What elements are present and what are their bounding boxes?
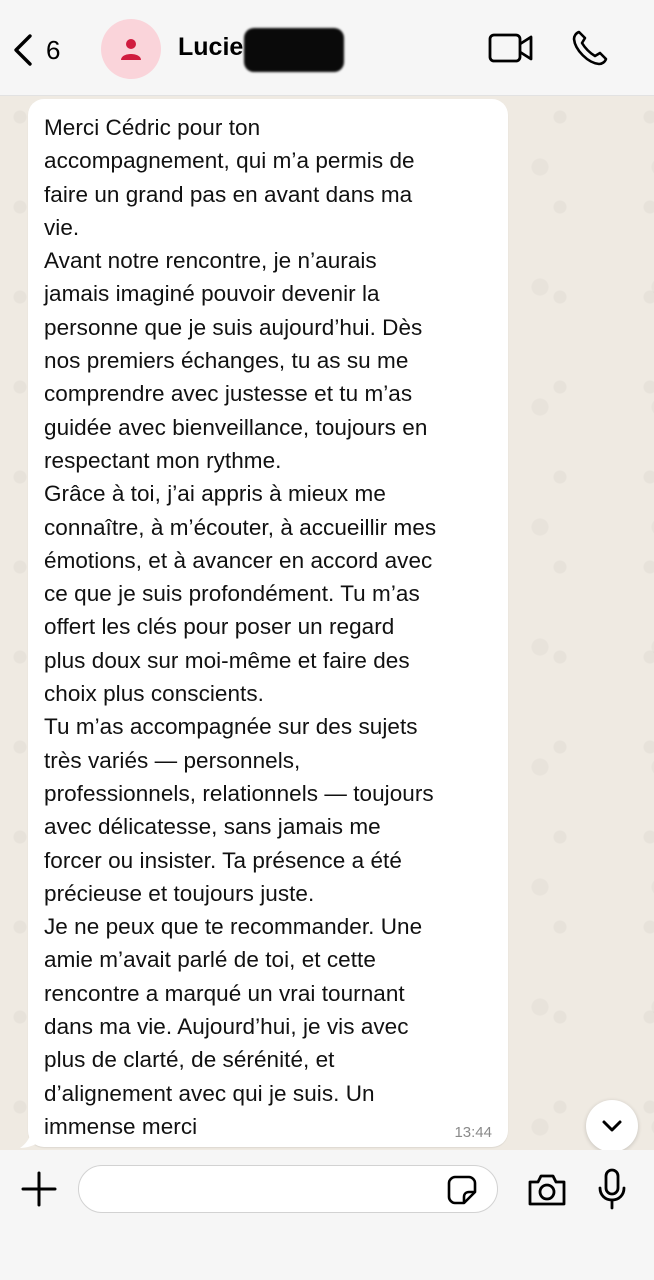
message-text: Merci Cédric pour ton accompagnement, qui m’a permis de faire un grand pas en avant dans ma vie. Avant notre rencontre, je n’aurais jamais imaginé pouvoir devenir la personne que je suis aujourd’hui. Dès nos premiers échanges, tu as su me comprendre avec justesse et tu m’as guidée avec bienveillance, toujours en respectant mon rythme. Grâce à toi, j’ai appris à mieux me connaître, à m’écouter, à accueillir mes émotions, et à avancer en accord avec ce que je suis profondément. Tu m’as offert les clés pour poser un regard plus doux sur moi-même et faire des choix plus conscients. Tu m’as accompagnée sur des sujets très variés — personnels, professionnels, relationnels — toujours avec délicatesse, sans jamais me forcer ou insister. Ta présence a été précieuse et toujours juste. Je ne peux que te recommander. Une amie m’avait parlé de toi, et cette rencontre a marqué un vrai tournant dans ma vie. Aujourd’hui, je vis avec plus de clarté, de sérénité, et d’alignement avec qui je suis. Un immense merci <box>44 115 437 1139</box>
chat-header <box>0 0 654 96</box>
chat-area[interactable] <box>0 97 654 1150</box>
person-icon <box>118 36 144 62</box>
chevron-left-icon <box>10 32 36 68</box>
scroll-to-bottom-button[interactable] <box>586 1100 638 1152</box>
sticker-icon[interactable] <box>446 1174 478 1206</box>
contact-name[interactable]: Lucie <box>178 33 244 61</box>
camera-icon[interactable] <box>526 1172 568 1208</box>
plus-icon[interactable] <box>20 1170 58 1208</box>
composer-bar <box>0 1150 654 1280</box>
microphone-icon[interactable] <box>596 1168 628 1210</box>
incoming-message-bubble[interactable] <box>28 99 508 1147</box>
unread-count: 6 <box>46 34 61 65</box>
redaction-mark <box>244 28 344 72</box>
phone-icon[interactable] <box>570 28 610 68</box>
chevron-down-icon <box>601 1119 623 1133</box>
video-camera-icon[interactable] <box>488 30 534 66</box>
footer-spacer <box>0 1218 654 1280</box>
back-button[interactable] <box>10 28 80 72</box>
message-timestamp: 13:44 <box>454 1124 492 1141</box>
avatar[interactable] <box>101 19 161 79</box>
message-input[interactable] <box>78 1165 498 1213</box>
bubble-tail <box>20 1130 36 1148</box>
